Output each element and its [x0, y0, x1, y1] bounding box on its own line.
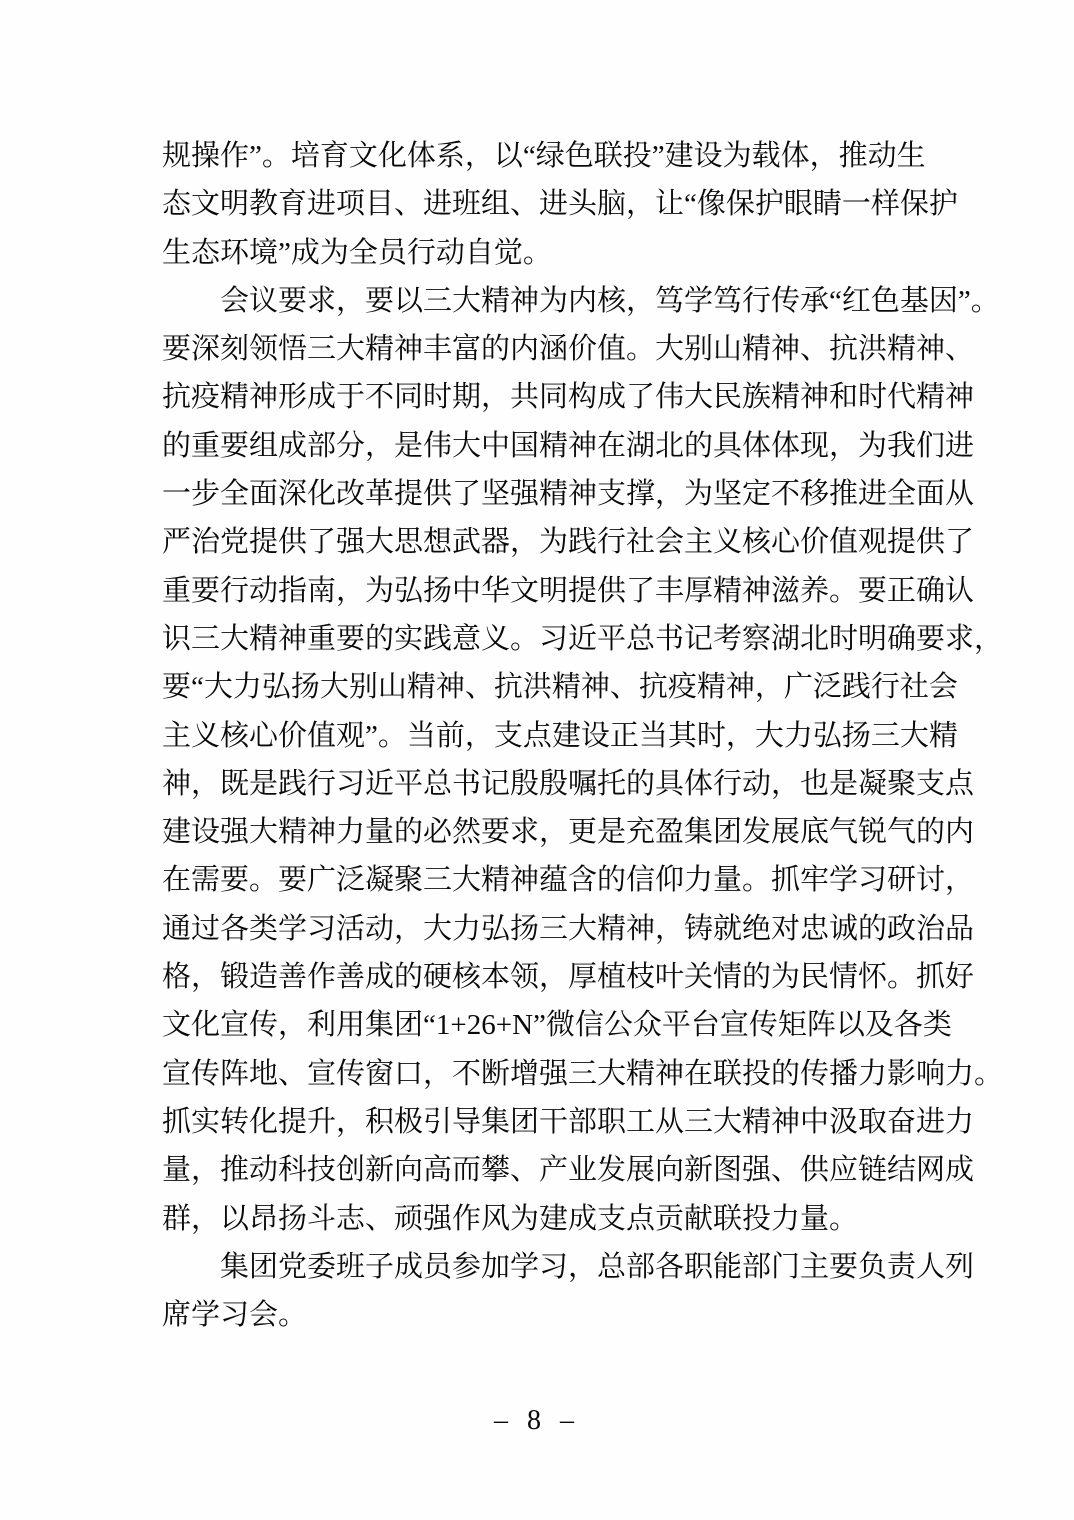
text-line: 严治党提供了强大思想武器，为践行社会主义核心价值观提供了: [162, 526, 975, 559]
text-line: 主义核心价值观”。当前，支点建设正当其时，大力弘扬三大精: [162, 719, 958, 752]
paragraph: [162, 1243, 975, 1340]
text-line: 文化宣传，利用集团“1+26+N”微信公众平台宣传矩阵以及各类: [162, 1009, 952, 1042]
text-line: 建设强大精神力量的必然要求，更是充盈集团发展底气锐气的内: [162, 816, 975, 849]
text-line: 宣传阵地、宣传窗口，不断增强三大精神在联投的传播力影响力。: [162, 1057, 1004, 1090]
text-line: 会议要求，要以三大精神为内核，笃学笃行传承“红色基因”。: [220, 284, 1000, 317]
paragraph: [162, 277, 1004, 1243]
text-line: 抗疫精神形成于不同时期，共同构成了伟大民族精神和时代精神: [162, 381, 975, 414]
text-line: 一步全面深化改革提供了坚强精神支撑，为坚定不移推进全面从: [162, 478, 975, 511]
text-line: 抓实转化提升，积极引导集团干部职工从三大精神中汲取奋进力: [162, 1105, 975, 1138]
document-body: [162, 132, 1004, 1339]
page-number: – 8 –: [494, 1405, 580, 1436]
text-line: 态文明教育进项目、进班组、进头脑，让“像保护眼睛一样保护: [162, 188, 958, 221]
text-line: 神，既是践行习近平总书记殷殷嘱托的具体行动，也是凝聚支点: [162, 767, 975, 800]
paragraph: [162, 132, 958, 277]
text-line: 集团党委班子成员参加学习，总部各职能部门主要负责人列: [220, 1250, 975, 1283]
text-line: 识三大精神重要的实践意义。习近平总书记考察湖北时明确要求，: [162, 622, 1004, 655]
text-line: 群，以昂扬斗志、顽强作风为建成支点贡献联投力量。: [162, 1202, 859, 1235]
text-line: 量，推动科技创新向高而攀、产业发展向新图强、供应链结网成: [162, 1154, 975, 1187]
text-line: 在需要。要广泛凝聚三大精神蕴含的信仰力量。抓牢学习研讨，: [162, 864, 975, 897]
text-line: 要“大力弘扬大别山精神、抗洪精神、抗疫精神，广泛践行社会: [162, 671, 958, 704]
text-line: 席学习会。: [162, 1299, 308, 1332]
text-line: 重要行动指南，为弘扬中华文明提供了丰厚精神滋养。要正确认: [162, 574, 975, 607]
text-line: 的重要组成部分，是伟大中国精神在湖北的具体体现，为我们进: [162, 429, 975, 462]
text-line: 生态环境”成为全员行动自觉。: [162, 236, 552, 269]
text-line: 要深刻领悟三大精神丰富的内涵价值。大别山精神、抗洪精神、: [162, 333, 975, 366]
text-line: 通过各类学习活动，大力弘扬三大精神，铸就绝对忠诚的政治品: [162, 912, 975, 945]
text-line: 格，锻造善作善成的硬核本领，厚植枝叶关情的为民情怀。抓好: [162, 961, 975, 994]
text-line: 规操作”。培育文化体系，以“绿色联投”建设为载体，推动生: [162, 140, 926, 172]
